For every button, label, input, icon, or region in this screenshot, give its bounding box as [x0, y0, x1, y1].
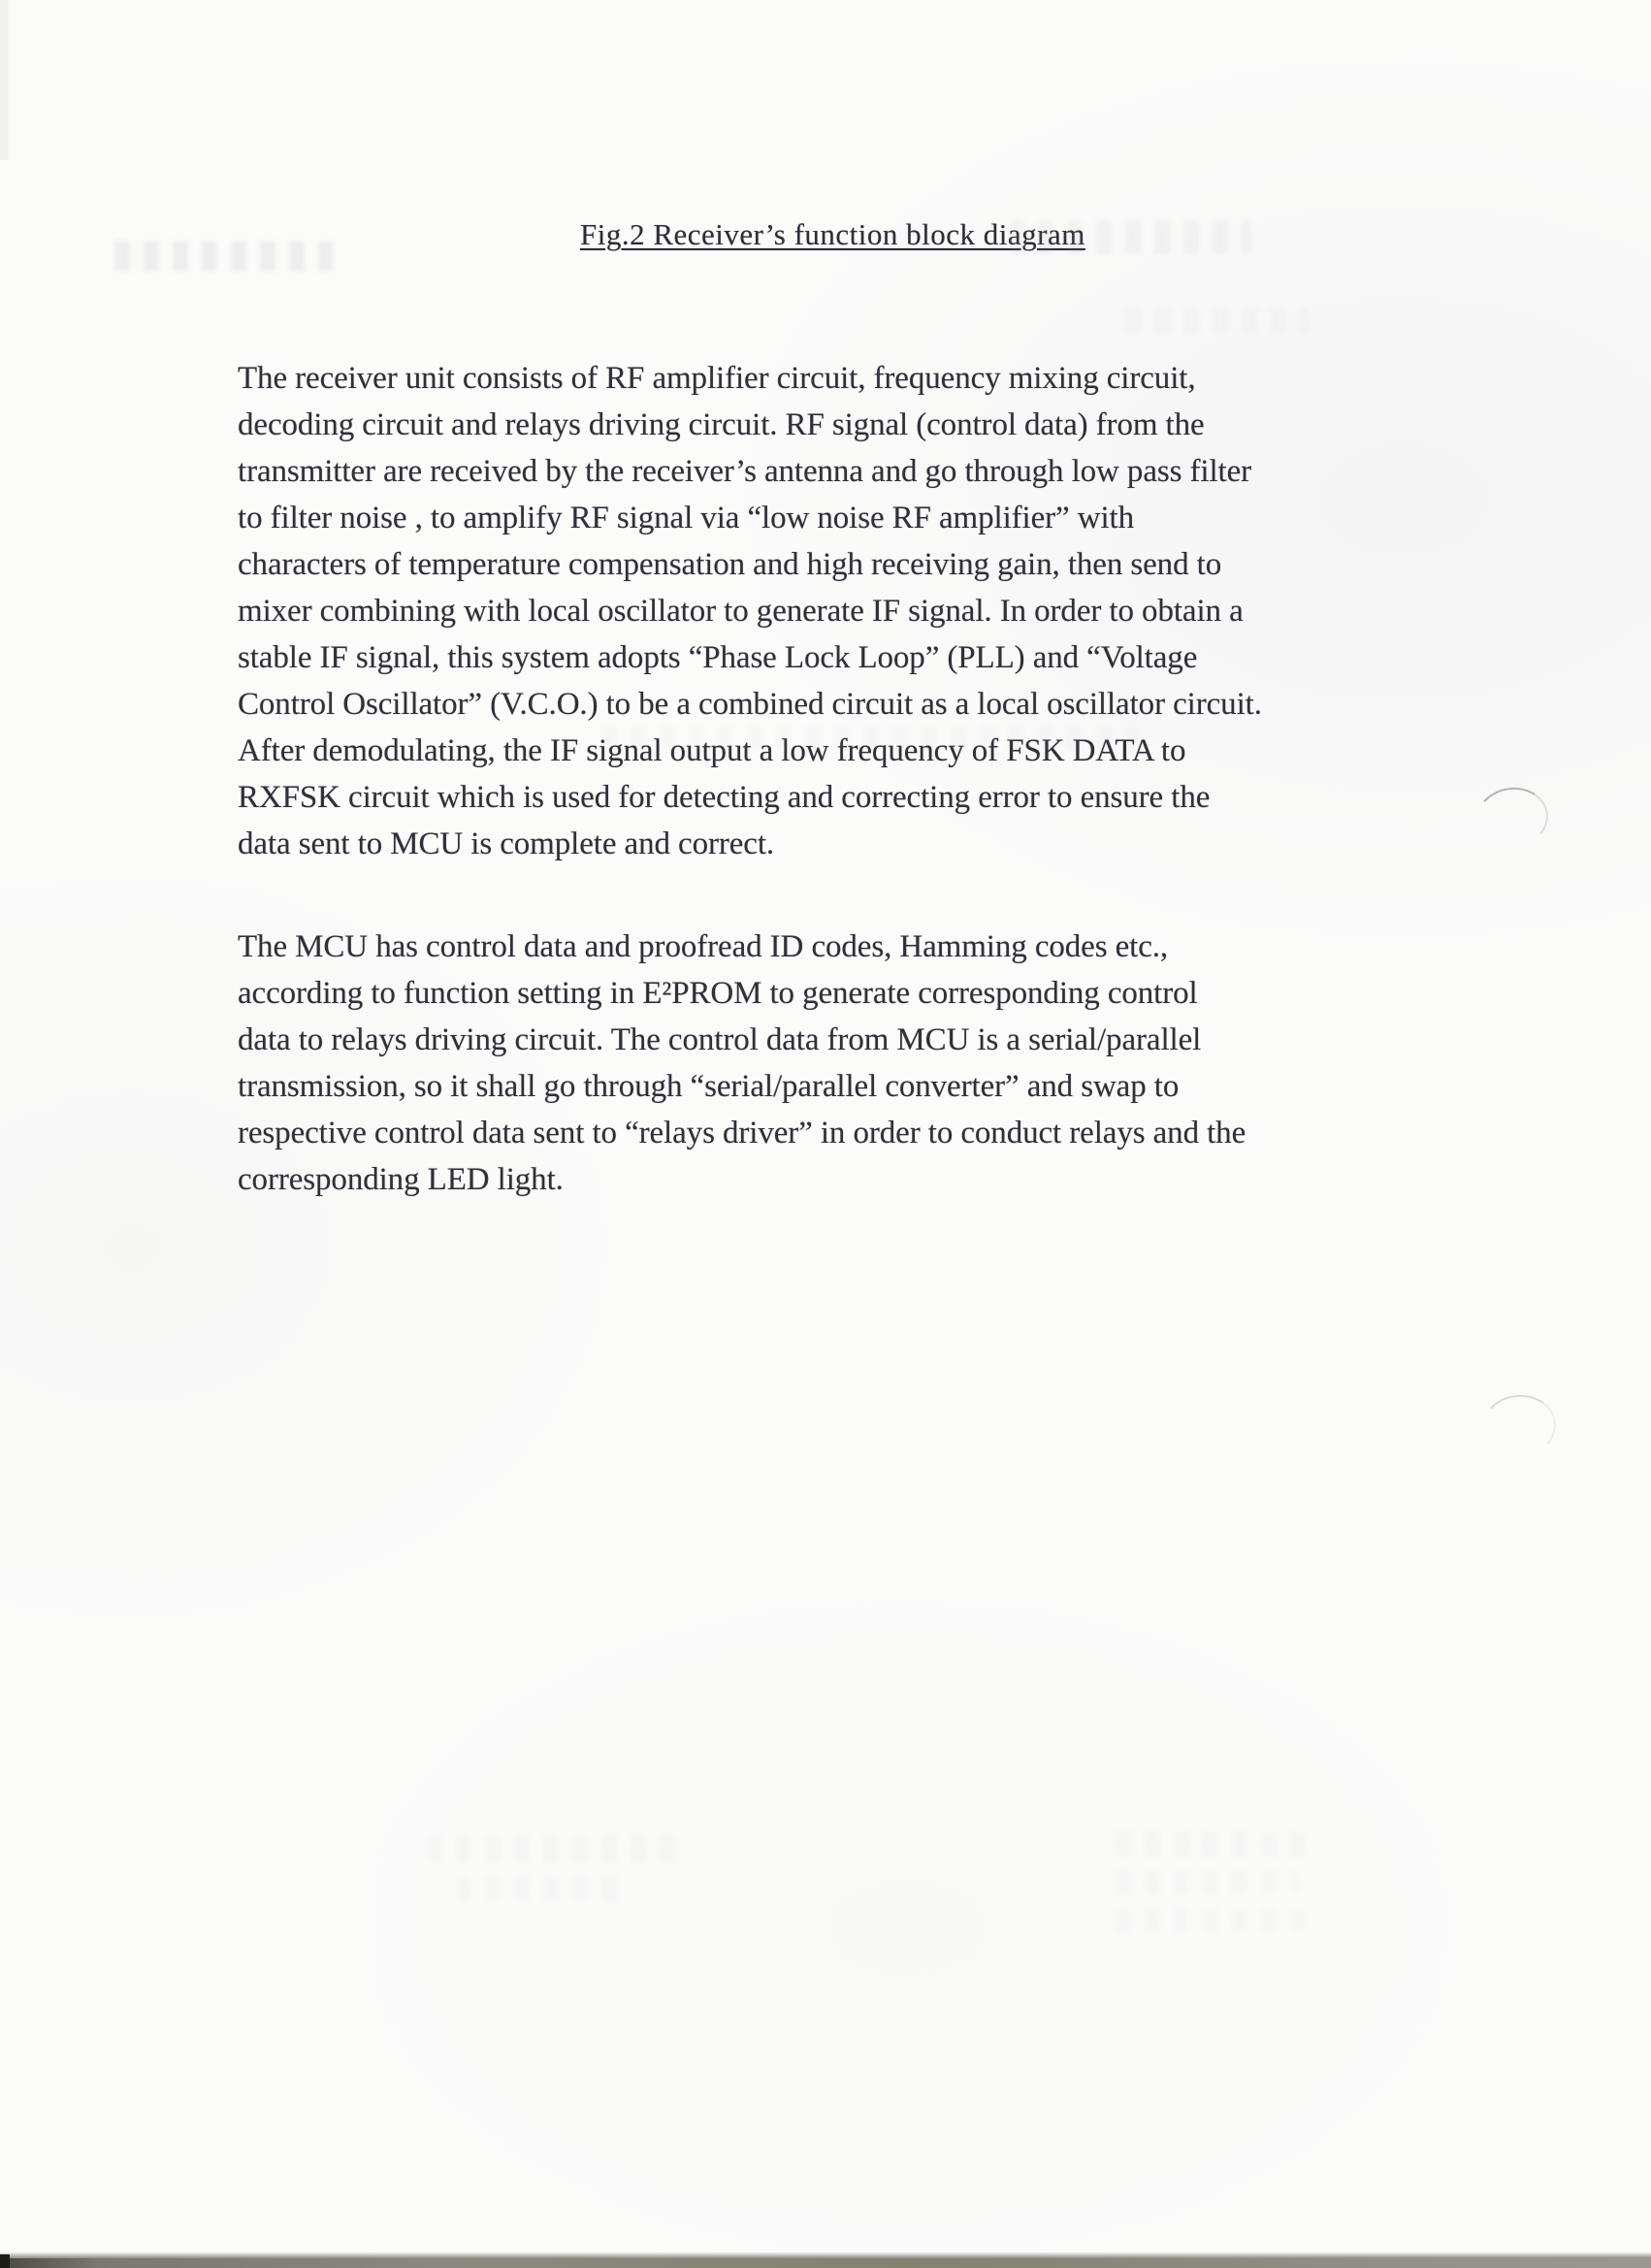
scan-artifact-arc [1479, 1391, 1559, 1461]
text-line: The receiver unit consists of RF amplifier circuit, frequency mixing circuit, [238, 361, 1196, 396]
scan-bleedthrough-smudge [456, 1876, 631, 1901]
scan-bleedthrough-smudge [1116, 1870, 1300, 1894]
scan-artifact-arc [1473, 783, 1552, 853]
text-line: characters of temperature compensation and high receiving gain, then send to [238, 547, 1222, 582]
text-line: transmitter are received by the receiver’s antenna and go through low pass filter [238, 454, 1252, 489]
paragraph-mcu [238, 923, 1411, 1203]
scan-edge-bottom-strip [0, 2258, 1651, 2268]
text-line: stable IF signal, this system adopts “Phase Lock Loop” (PLL) and “Voltage [238, 640, 1198, 675]
text-line: RXFSK circuit which is used for detecting and correcting error to ensure the [238, 780, 1211, 815]
scan-bleedthrough-smudge [601, 726, 1145, 751]
scan-bleedthrough-smudge [1125, 308, 1310, 334]
scan-edge-left [0, 0, 9, 160]
text-line: The MCU has control data and proofread ID codes, Hamming codes etc., [238, 929, 1169, 964]
scan-bleedthrough-smudge [427, 1835, 679, 1863]
text-line: Control Oscillator” (V.C.O.) to be a combined circuit as a local oscillator circuit. [238, 687, 1262, 722]
text-line: data to relays driving circuit. The control data from MCU is a serial/parallel [238, 1022, 1202, 1057]
scan-bleedthrough-smudge [1009, 221, 1251, 254]
scan-bleedthrough-smudge [1116, 1909, 1310, 1932]
paragraph-receiver-unit [238, 355, 1411, 867]
scan-bleedthrough-smudge [114, 241, 333, 272]
figure-caption: Fig.2 Receiver’s function block diagram [580, 217, 1085, 251]
scan-edge-bottom-corner [0, 2254, 10, 2268]
scan-bleedthrough-smudge [1116, 1831, 1319, 1857]
text-line: decoding circuit and relays driving circuit. RF signal (control data) from the [238, 407, 1205, 442]
text-line: mixer combining with local oscillator to generate IF signal. In order to obtain a [238, 594, 1244, 629]
text-line: data sent to MCU is complete and correct. [238, 826, 775, 861]
text-line: to filter noise , to amplify RF signal via “low noise RF amplifier” with [238, 501, 1135, 535]
text-line: according to function setting in E²PROM to generate corresponding control [238, 976, 1198, 1011]
text-line: corresponding LED light. [238, 1162, 564, 1197]
text-line: respective control data sent to “relays driver” in order to conduct relays and the [238, 1116, 1246, 1150]
text-line: transmission, so it shall go through “serial/parallel converter” and swap to [238, 1069, 1180, 1104]
text-line: After demodulating, the IF signal output a low frequency of FSK DATA to [238, 733, 1186, 768]
